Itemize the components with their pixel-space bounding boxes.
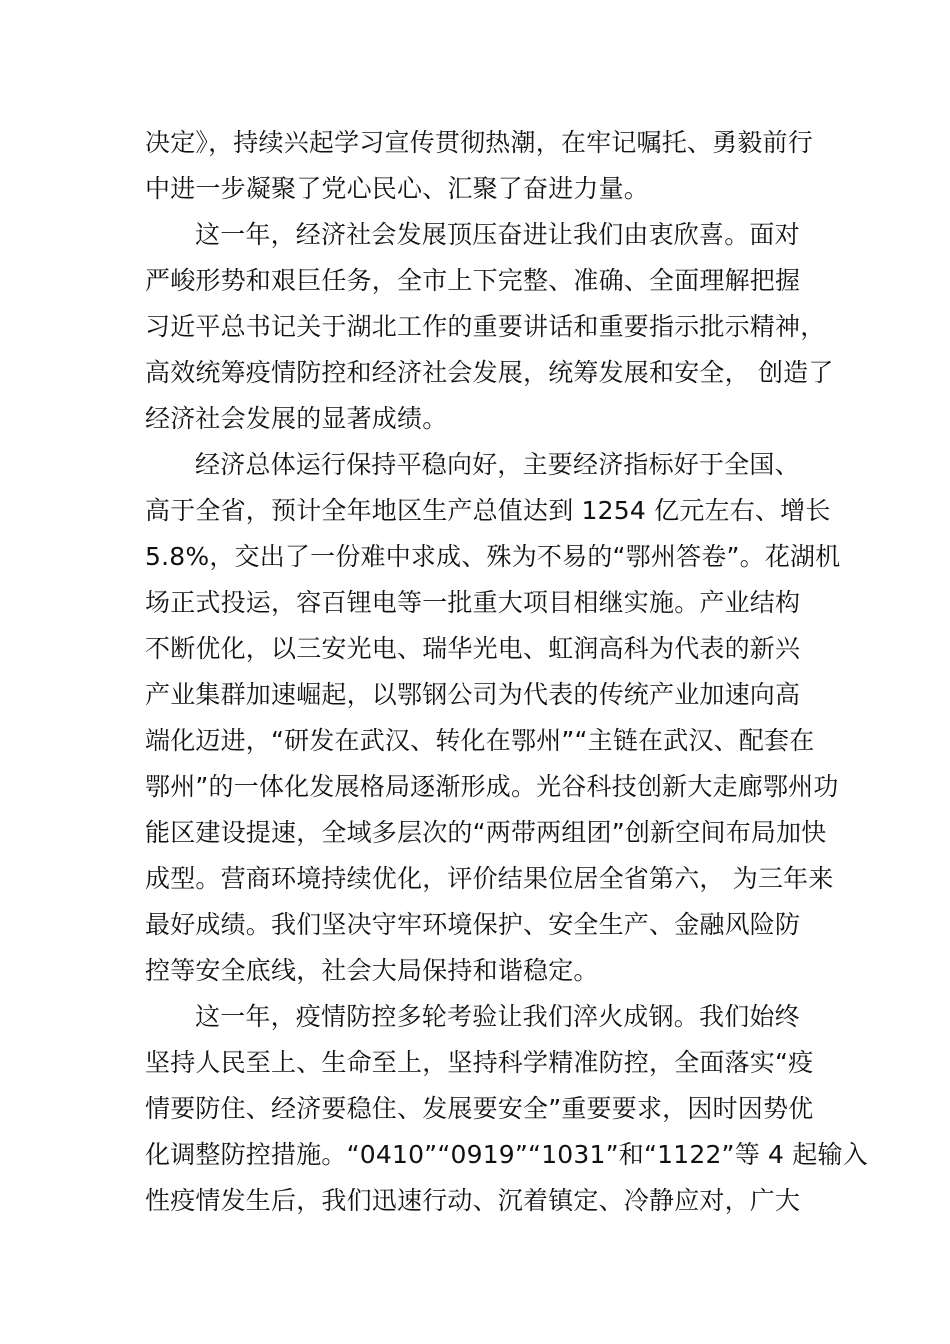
paragraph-first-line: 这一年，疫情防控多轮考验让我们淬火成钢。我们始终 bbox=[195, 1002, 800, 1031]
text-line: 鄂州”的一体化发展格局逐渐形成。光谷科技创新大走廊鄂州功 bbox=[145, 772, 839, 801]
paragraph-first-line: 这一年，经济社会发展顶压奋进让我们由衷欣喜。面对 bbox=[195, 220, 800, 249]
text-line: 严峻形势和艰巨任务，全市上下完整、准确、全面理解把握 bbox=[145, 266, 801, 295]
text-line: 高效统筹疫情防控和经济社会发展，统筹发展和安全， 创造了 bbox=[145, 358, 834, 387]
text-line: 5.8%，交出了一份难中求成、殊为不易的“鄂州答卷”。花湖机 bbox=[145, 542, 841, 571]
text-line: 情要防住、经济要稳住、发展要安全”重要要求，因时因势优 bbox=[145, 1094, 814, 1123]
text-line: 场正式投运，容百锂电等一批重大项目相继实施。产业结构 bbox=[145, 588, 801, 617]
text-line: 不断优化，以三安光电、瑞华光电、虹润高科为代表的新兴 bbox=[145, 634, 801, 663]
text-line: 习近平总书记关于湖北工作的重要讲话和重要指示批示精神， bbox=[145, 312, 826, 341]
text-line: 成型。营商环境持续优化，评价结果位居全省第六， 为三年来 bbox=[145, 864, 834, 893]
text-line: 决定》，持续兴起学习宣传贯彻热潮，在牢记嘱托、勇毅前行 bbox=[145, 128, 813, 157]
text-line: 最好成绩。我们坚决守牢环境保护、安全生产、金融风险防 bbox=[145, 910, 801, 939]
paragraph-first-line: 经济总体运行保持平稳向好，主要经济指标好于全国、 bbox=[195, 450, 800, 479]
text-line: 能区建设提速，全域多层次的“两带两组团”创新空间布局加快 bbox=[145, 818, 827, 847]
text-line: 坚持人民至上、生命至上，坚持科学精准防控，全面落实“疫 bbox=[145, 1048, 814, 1077]
text-line: 化调整防控措施。“0410”“0919”“1031”和“1122”等 4 起输入 bbox=[145, 1140, 868, 1169]
text-line: 高于全省，预计全年地区生产总值达到 1254 亿元左右、增长 bbox=[145, 496, 831, 525]
text-line: 产业集群加速崛起，以鄂钢公司为代表的传统产业加速向高 bbox=[145, 680, 801, 709]
text-line: 性疫情发生后，我们迅速行动、沉着镇定、冷静应对，广大 bbox=[145, 1186, 801, 1215]
text-line: 中进一步凝聚了党心民心、汇聚了奋进力量。 bbox=[145, 174, 650, 203]
text-line: 经济社会发展的显著成绩。 bbox=[145, 404, 448, 433]
text-line: 端化迈进，“研发在武汉、转化在鄂州”“主链在武汉、配套在 bbox=[145, 726, 815, 755]
text-line: 控等安全底线，社会大局保持和谐稳定。 bbox=[145, 956, 599, 985]
